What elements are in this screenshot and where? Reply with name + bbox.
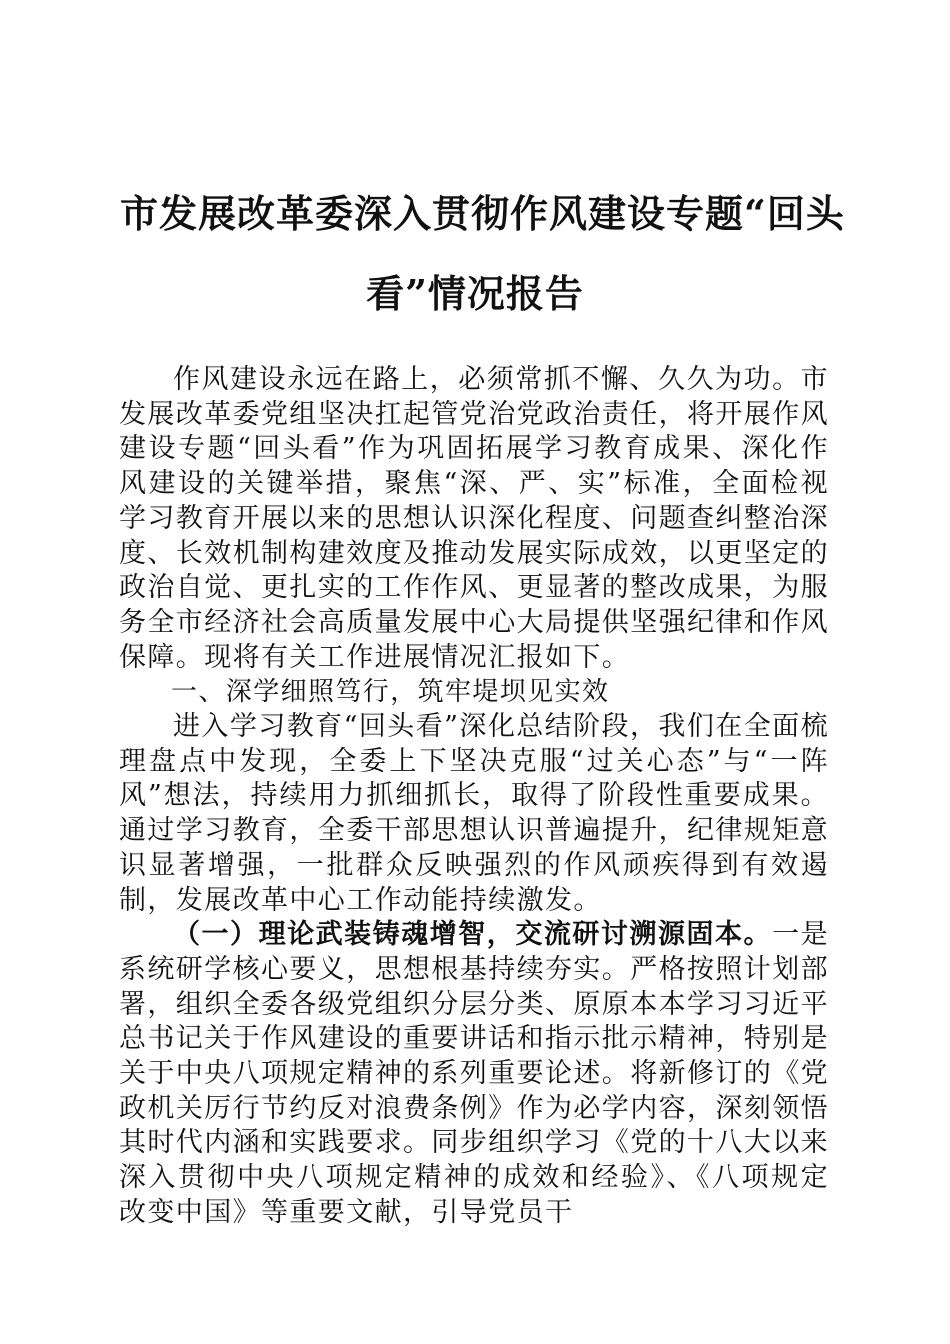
subsection-1-lead: （一）理论武装铸魂增智，交流研讨溯源固本。 [173, 919, 773, 951]
title-line-1: 市发展改革委深入贯彻作风建设专题“回头 [120, 191, 845, 236]
document-body [119, 363, 829, 1231]
document-title [120, 174, 845, 334]
section-1-paragraph: 进入学习教育“回头看”深化总结阶段，我们在全面梳理盘点中发现，全委上下坚决克服“过关心态”与“一阵风”想法，持续用力抓细抓长，取得了阶段性重要成果。通过学习教育，全委干部思想认识普遍提升，纪律规矩意识显著增强，一批群众反映强烈的作风顽疾得到有效遏制，发展改革中心工作动能持续激发。 [119, 711, 829, 916]
subsection-1-text: 一是系统研学核心要义，思想根基持续夯实。严格按照计划部署，组织全委各级党组织分层分类、原原本本学习习近平总书记关于作风建设的重要讲话和指示批示精神，特别是关于中央八项规定精神的系列重要论述。将新修订的《党政机关厉行节约反对浪费条例》作为必学内容，深刻领悟其时代内涵和实践要求。同步组织学习《党的十八大以来深入贯彻中央八项规定精神的成效和经验》、《八项规定改变中国》等重要文献，引导党员干 [119, 919, 829, 1228]
section-1-heading: 一、深学细照笃行，筑牢堤坝见实效 [171, 677, 610, 708]
intro-paragraph: 作风建设永远在路上，必须常抓不懈、久久为功。市发展改革委党组坚决扛起管党治党政治责任，将开展作风建设专题“回头看”作为巩固拓展学习教育成果、深化作风建设的关键举措，聚焦“深、严、实”标准，全面检视学习教育开展以来的思想认识深化程度、问题查纠整治深度、长效机制构建效度及推动发展实际成效，以更坚定的政治自觉、更扎实的工作作风、更显著的整改成果，为服务全市经济社会高质量发展中心大局提供坚强纪律和作风保障。现将有关工作进展情况汇报如下。 [119, 364, 829, 673]
subsection-1-paragraph [119, 918, 829, 1230]
title-line-2: 看”情况报告 [366, 271, 584, 316]
